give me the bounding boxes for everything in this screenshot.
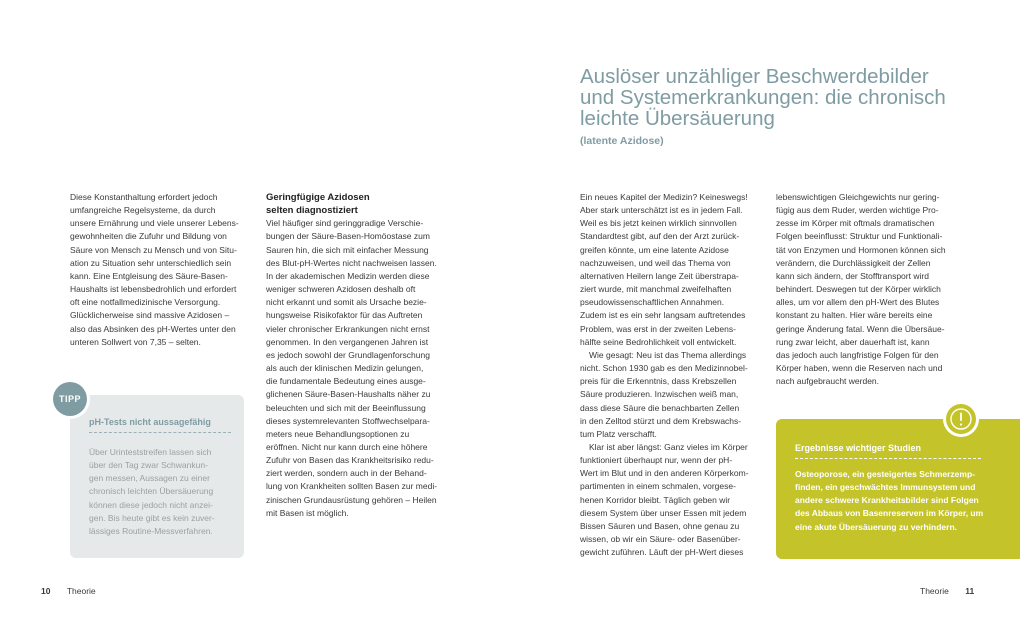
exclamation-icon xyxy=(946,404,976,434)
text-line: beleuchten und sich mit der Beeinflussung xyxy=(266,402,426,413)
text-line: Problem, was erst in der zweiten Lebens- xyxy=(580,323,736,334)
chapter-heading-line: leichte Übersäuerung xyxy=(580,107,775,130)
text-line: henen Korridor bleibt. Täglich geben wir xyxy=(580,494,731,505)
text-line: gewohnheiten die Zufuhr und Bildung von xyxy=(70,231,227,242)
study-line: des Abbaus von Basenreserven im Körper, um xyxy=(795,508,984,519)
text-line: das jedoch auch langfristige Folgen für den xyxy=(776,349,939,360)
tip-line: gen messen, Aussagen zu einer xyxy=(89,473,210,484)
text-line: Wie gesagt: Neu ist das Thema allerdings xyxy=(589,349,747,360)
text-line: ziert werden, sondern auch in der Behand- xyxy=(266,468,427,479)
text-line: zinischen Grundausrüstung gehören – Heilen xyxy=(266,494,437,505)
text-line: greifen könnte, um eine latente Azidose xyxy=(580,244,729,255)
study-line: finden, ein geschwächtes Immunsystem und xyxy=(795,482,976,493)
text-line: Sauren hin, die sich mit einfacher Messung xyxy=(266,244,429,255)
text-line: zesse im Körper mit oftmals dramatischen xyxy=(776,218,935,229)
chapter-heading-line: Auslöser unzähliger Beschwerdebilder xyxy=(580,65,929,88)
text-line: in den Zelltod stürzt und dem Krebswachs- xyxy=(580,415,742,426)
text-line: es jedoch sowohl der Grundlagenforschung xyxy=(266,349,430,360)
text-line: alles, um vor allem den pH-Wert des Blutes xyxy=(776,297,940,308)
text-column-3 xyxy=(580,191,765,559)
study-text xyxy=(795,468,987,534)
text-line: behindert. Deswegen tut der Körper wirklich xyxy=(776,284,941,295)
tip-line: können diese jedoch nicht anzei- xyxy=(89,499,213,510)
text-line: nicht. Schon 1930 gab es den Medizinnobel- xyxy=(580,363,748,374)
text-line: genommen. In den vergangenen Jahren ist xyxy=(266,336,429,347)
text-line: Ein neues Kapitel der Medizin? Keineswegs! xyxy=(580,192,748,202)
text-column-1 xyxy=(70,191,250,349)
text-line: nach aufgebraucht werden. xyxy=(776,376,880,387)
text-line: meters neue Behandlungsoptionen zu xyxy=(266,428,410,439)
section-heading-line: selten diagnostiziert xyxy=(266,205,358,217)
text-line: Säure produzieren. Inzwischen weiß man, xyxy=(580,389,739,400)
footer-left xyxy=(41,586,96,596)
text-line: verändern, die Durchlässigkeit der Zellen xyxy=(776,257,931,268)
text-line: Haushalts ist lebensbedrohlich und erfordert xyxy=(70,284,237,295)
text-line: Folgen beeinflusst: Struktur und Funktionali- xyxy=(776,231,943,242)
text-line: glichenen Säure-Basen-Haushalts näher zu xyxy=(266,389,431,400)
tip-line: gen. Bis heute gibt es kein zuver- xyxy=(89,512,215,523)
text-line: Weil es bis jetzt keinen wirklich sinnvollen xyxy=(580,218,737,229)
tip-line: lässiges Routine-Messverfahren. xyxy=(89,525,213,536)
text-line: eröffnen. Nicht nur kann durch eine höhere xyxy=(266,441,428,452)
chapter-heading-line: und Systemerkrankungen: die chronisch xyxy=(580,86,946,109)
text-line: konstant zu halten. Hier wäre bereits eine xyxy=(776,310,933,321)
chapter-subheading: (latente Azidose) xyxy=(580,135,664,147)
study-line: eine akute Übersäuerung zu verhindern. xyxy=(795,521,958,532)
text-line: tum Platz verschafft. xyxy=(580,428,657,439)
text-line: unteren Sollwert von 7,35 – selten. xyxy=(70,336,201,347)
text-line: unsere Ernährung und viele unserer Lebens- xyxy=(70,218,239,229)
text-line: nicht erkannt und somit als Ursache bezie- xyxy=(266,297,427,308)
text-line: nachzuweisen, und weil das Thema von xyxy=(580,257,731,268)
text-line: fügig aus dem Ruder, werden wichtige Pro- xyxy=(776,205,939,216)
text-line: pseudowissenschaftlichen Annahmen. xyxy=(580,297,725,308)
tip-line: Über Urinteststreifen lassen sich xyxy=(89,447,212,457)
text-line: Klar ist aber längst: Ganz vieles im Körper xyxy=(589,441,748,452)
text-line: ation zu Situation sehr unterschiedlich sein xyxy=(70,257,232,268)
text-line: dass diese Säure die benachbarten Zellen xyxy=(580,402,740,413)
text-line: Diese Konstanthaltung erfordert jedoch xyxy=(70,192,218,202)
text-column-2 xyxy=(266,191,456,520)
text-line: die fundamentale Bedeutung eines ausge- xyxy=(266,376,426,387)
text-line: umfangreiche Regelsysteme, da durch xyxy=(70,205,216,216)
text-line: rung zwar leicht, aber dauerhaft ist, kann xyxy=(776,336,930,347)
text-line: Wert im Blut und in den anderen Körperkom- xyxy=(580,468,749,479)
tip-title: pH-Tests nicht aussagefähig xyxy=(89,417,231,433)
text-line: tät von Enzymen und Hormonen können sich xyxy=(776,244,946,255)
exclamation-icon-svg xyxy=(946,404,976,434)
text-line: hälfte seine Bedrohlichkeit voll entwickelt. xyxy=(580,336,737,347)
text-line: ziert wurde, mit manchmal zweifelhaften xyxy=(580,284,732,295)
text-line: wissen, ob wir ein Säure- oder Basenüber- xyxy=(580,534,741,545)
text-column-4 xyxy=(776,191,961,388)
text-line: des Blut-pH-Wertes nicht nachweisen lassen. xyxy=(266,257,437,268)
text-line: funktioniert überhaupt nur, wenn der pH- xyxy=(580,455,733,466)
footer-label: Theorie xyxy=(66,586,96,596)
text-line: also das Absinken des pH-Wertes unter den xyxy=(70,323,236,334)
study-title: Ergebnisse wichtiger Studien xyxy=(795,443,981,459)
text-line: In der akademischen Medizin werden diese xyxy=(266,270,430,281)
study-line: Osteoporose, ein gesteigertes Schmerzemp- xyxy=(795,469,975,479)
text-line: weniger schweren Azidosen deshalb oft xyxy=(266,284,416,295)
page-number: 11 xyxy=(965,586,975,596)
text-line: mit Basen ist möglich. xyxy=(266,507,349,518)
study-line: andere schwere Krankheitsbilder sind Folgen xyxy=(795,495,979,506)
tip-line: chronisch leichten Übersäuerung xyxy=(89,486,214,497)
text-line: Bissen Säuren und Basen, ohne genau zu xyxy=(580,520,740,531)
text-line: als auch der klinischen Medizin gelungen, xyxy=(266,363,424,374)
text-line: partimenten in einem schmalen, vorgese- xyxy=(580,481,736,492)
text-line: Körper haben, wenn die Reserven nach und xyxy=(776,363,943,374)
tip-badge: TIPP xyxy=(53,382,87,416)
text-line: geringe Änderung fatal. Wenn die Übersäue- xyxy=(776,323,945,334)
text-line: Aber stark unterschätzt ist es in jedem Fall. xyxy=(580,205,743,216)
text-line: Viel häufiger sind geringgradige Verschie- xyxy=(266,218,424,229)
section-heading-line: Geringfügige Azidosen xyxy=(266,192,370,203)
text-line: kann sich ändern, der Stofftransport wird xyxy=(776,270,929,281)
text-line: gewicht zuführen. Läuft der pH-Wert dieses xyxy=(580,547,744,558)
text-line: dieses systemrelevanten Stoffwechselpara- xyxy=(266,415,430,426)
text-line: preis für die Erkenntnis, dass Krebszellen xyxy=(580,376,737,387)
text-line: Standardtest gibt, auf den der Arzt zurück- xyxy=(580,231,740,242)
text-line: kann. Eine Entgleisung des Säure-Basen- xyxy=(70,270,228,281)
text-line: Zufuhr von Basen das Krankheitsrisiko redu- xyxy=(266,455,434,466)
text-line: lung von Krankheiten sollten Basen zur medi- xyxy=(266,481,438,492)
text-line: lebenswichtigen Gleichgewichts nur gering- xyxy=(776,192,940,202)
text-line: bungen der Säure-Basen-Homöostase zum xyxy=(266,231,430,242)
text-line: hungsweise Risikofaktor für das Auftreten xyxy=(266,310,423,321)
text-line: Glücklicherweise sind massive Azidosen – xyxy=(70,310,230,321)
tip-line: über den Tag zwar Schwankun- xyxy=(89,460,208,471)
chapter-heading xyxy=(580,66,1000,129)
text-line: vieler chronischer Erkrankungen nicht ernst xyxy=(266,323,430,334)
text-line: Zudem ist es ein sehr langsam auftretendes xyxy=(580,310,746,321)
footer-label: Theorie xyxy=(920,586,949,596)
page-number: 10 xyxy=(41,586,51,596)
text-line: alternativen Heilern lange Zeit überstrapa- xyxy=(580,270,739,281)
tip-text xyxy=(89,446,231,538)
text-line: diesem System über unser Essen mit jedem xyxy=(580,507,747,518)
footer-right xyxy=(920,586,974,596)
text-line: Säure von Mensch zu Mensch und von Situ- xyxy=(70,244,237,255)
text-line: oft eine notfallmedizinische Versorgung. xyxy=(70,297,221,308)
